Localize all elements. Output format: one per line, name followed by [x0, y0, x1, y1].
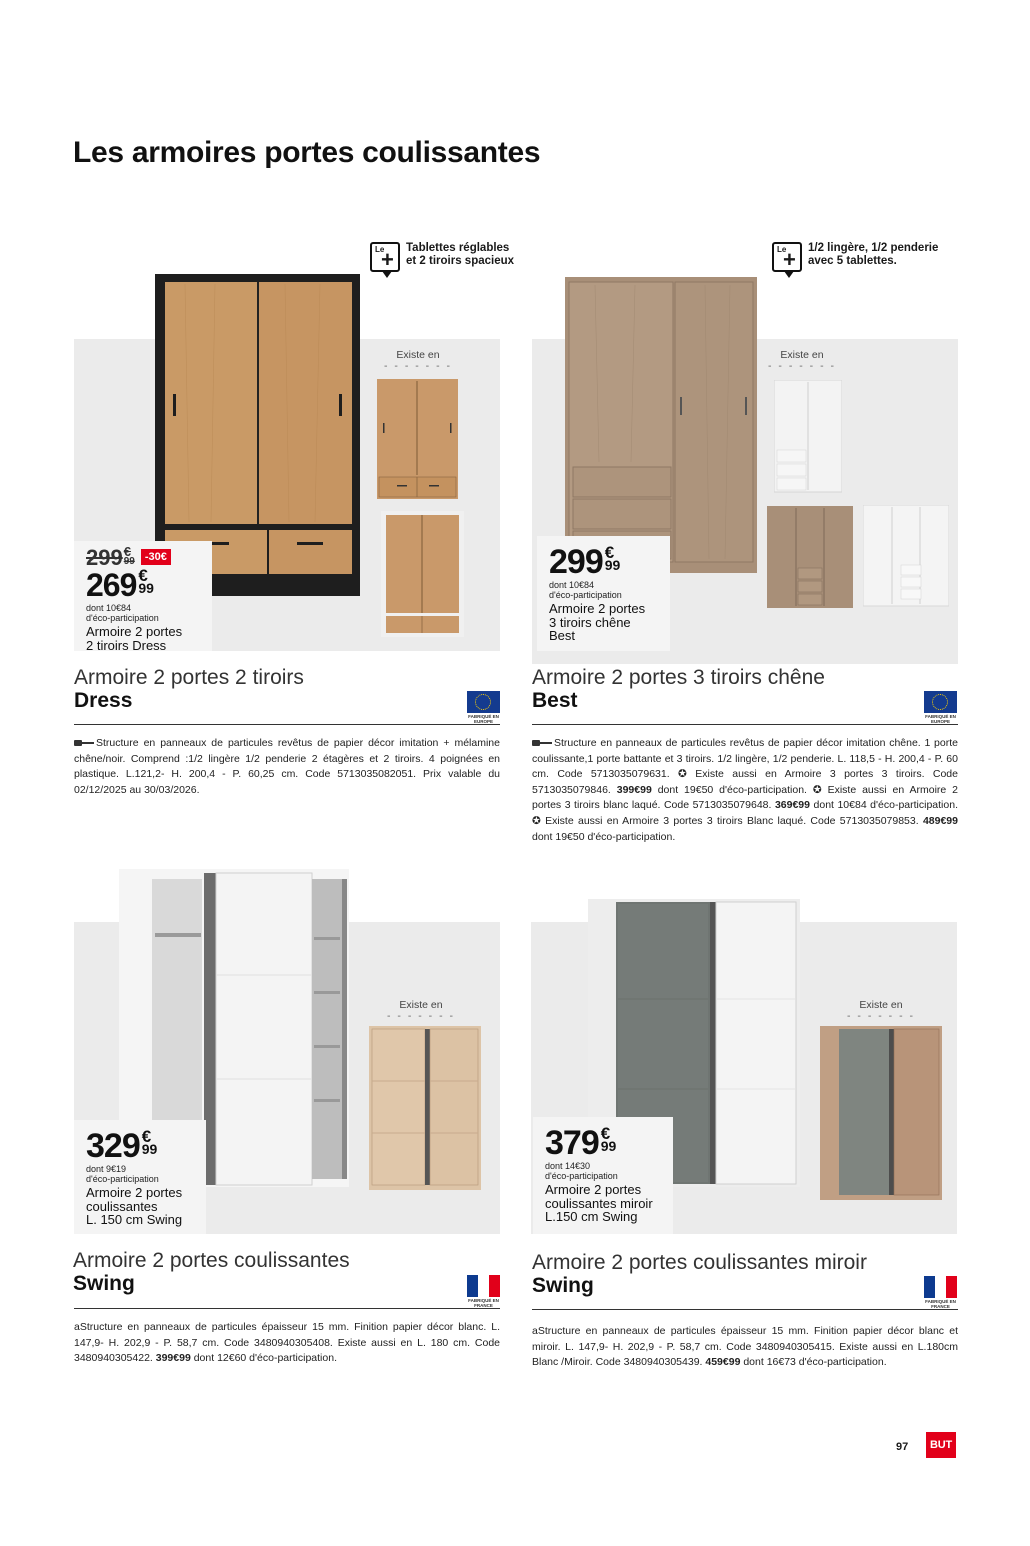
france-flag-icon: FABRIQUÉ EN FRANCE: [467, 1275, 500, 1308]
price-tag: [74, 1120, 206, 1234]
divider: [532, 1309, 958, 1310]
exists-en-label: Existe en - - - - - - -: [768, 349, 836, 372]
divider: [74, 724, 500, 725]
france-flag-icon: FABRIQUÉ EN FRANCE: [924, 1276, 957, 1309]
price-tag: [537, 536, 670, 651]
product-title: Armoire 2 portes coulissantes miroir Swing: [532, 1251, 867, 1297]
divider: [74, 1308, 500, 1309]
current-price: 379 € 99: [545, 1124, 617, 1162]
key-icon: [74, 740, 94, 746]
price-tag: [533, 1117, 673, 1234]
price-product-name: Armoire 2 portes coulissantes miroir L.150 cm Swing: [545, 1182, 653, 1224]
current-price: 269 € 99: [86, 566, 154, 603]
eco-participation: dont 10€84 d'éco-participation: [549, 580, 622, 600]
product-description: aStructure en panneaux de particules épaisseur 15 mm. Finition papier décor blanc. L. 147,9- H. 202,9 - P. 58,7 cm. Code 3480940305408. Existe aussi en L. 180 cm. Code 3480940305422. 399€99 dont 12€60 d'éco-participation.: [74, 1321, 500, 1365]
discount-badge: -30€: [141, 549, 171, 565]
variant-oak-thumbnail[interactable]: [369, 1026, 481, 1194]
divider: [532, 724, 958, 725]
variant-oak-mirror-thumbnail[interactable]: [820, 1026, 942, 1204]
old-price: 299 € 99: [86, 544, 135, 570]
eco-participation: dont 9€19 d'éco-participation: [86, 1164, 159, 1184]
le-plus-icon: Le +: [772, 242, 802, 272]
eco-participation: dont 10€84 d'éco-participation: [86, 603, 159, 623]
price-product-name: Armoire 2 portes 3 tiroirs chêne Best: [549, 601, 646, 643]
product-description: Structure en panneaux de particules revêtus de papier décor imitation chêne. 1 porte coulissante,1 porte battante et 3 tiroirs. 1/2 lingère, 1/2 penderie. L. 118,5 - H. 200,4 - P. 60 cm. Code 5713035079631. ✪ Existe aussi en Armoire 3 portes 3 tiroirs. Code 5713035079846. 399€99 dont 19€50 d'éco-participation. ✪ Existe aussi en Armoire 2 portes 3 tiroirs blanc laqué. Code 5713035079648. 369€99 dont 10€84 d'éco-participation. ✪ Existe aussi en Armoire 3 portes 3 tiroirs Blanc laqué. Code 5713035079853. 489€99 dont 19€50 d'éco-participation.: [532, 737, 959, 843]
page-title: Les armoires portes coulissantes: [73, 136, 541, 169]
callout-text: Tablettes réglables et 2 tiroirs spacieux: [406, 242, 515, 267]
variant-oak-white-thumbnail[interactable]: [381, 511, 464, 639]
feature-callout: [370, 242, 514, 272]
price-product-name: Armoire 2 portes 2 tiroirs Dress: [86, 624, 183, 653]
page-number: 97: [896, 1441, 909, 1453]
key-icon: [532, 740, 552, 746]
variant-white-2-doors-thumbnail[interactable]: [774, 380, 842, 494]
callout-text: 1/2 lingère, 1/2 penderie avec 5 tablettes.: [808, 242, 939, 267]
exists-en-label: Existe en - - - - - - -: [384, 349, 452, 372]
but-logo: BUT: [926, 1432, 956, 1458]
eu-flag-icon: FABRIQUÉ EN EUROPE: [467, 691, 500, 724]
price-product-name: Armoire 2 portes coulissantes L. 150 cm Swing: [86, 1185, 183, 1227]
variant-white-3-doors-thumbnail[interactable]: [863, 505, 949, 608]
le-plus-icon: Le +: [370, 242, 400, 272]
product-description: aStructure en panneaux de particules épaisseur 15 mm. Finition papier décor blanc et miroir. L. 147,9- H. 202,9 - P. 58,7 cm. Code 3480940305415. Existe aussi en L.180cm Blanc /Miroir. Code 3480940305439. 459€99 dont 16€73 d'éco-participation.: [532, 1325, 958, 1369]
current-price: 299 € 99: [549, 543, 621, 581]
eu-flag-icon: FABRIQUÉ EN EUROPE: [924, 691, 957, 724]
variant-oak-thumbnail[interactable]: [377, 379, 458, 501]
feature-callout: [772, 242, 938, 272]
eco-participation: dont 14€30 d'éco-participation: [545, 1161, 618, 1181]
price-tag: [74, 541, 212, 651]
product-title: Armoire 2 portes 3 tiroirs chêne Best: [532, 666, 825, 712]
wardrobe-best-image: [565, 277, 757, 577]
product-title: Armoire 2 portes coulissantes Swing: [73, 1249, 350, 1295]
product-title: Armoire 2 portes 2 tiroirs Dress: [74, 666, 304, 712]
exists-en-label: Existe en - - - - - - -: [387, 999, 455, 1022]
exists-en-label: Existe en - - - - - - -: [847, 999, 915, 1022]
product-description: Structure en panneaux de particules revêtus de papier décor imitation + mélamine chêne/noir. Comprend :1/2 lingère 1/2 penderie 2 étagères et 2 tiroirs. 4 poignées en plastique. L.121,2- H. 200,4 - P. 60,25 cm. Code 5713035082051. Prix valable du 02/12/2025 au 30/03/2026.: [74, 737, 500, 796]
current-price: 329 € 99: [86, 1127, 158, 1165]
variant-oak-3-doors-thumbnail[interactable]: [767, 506, 853, 610]
